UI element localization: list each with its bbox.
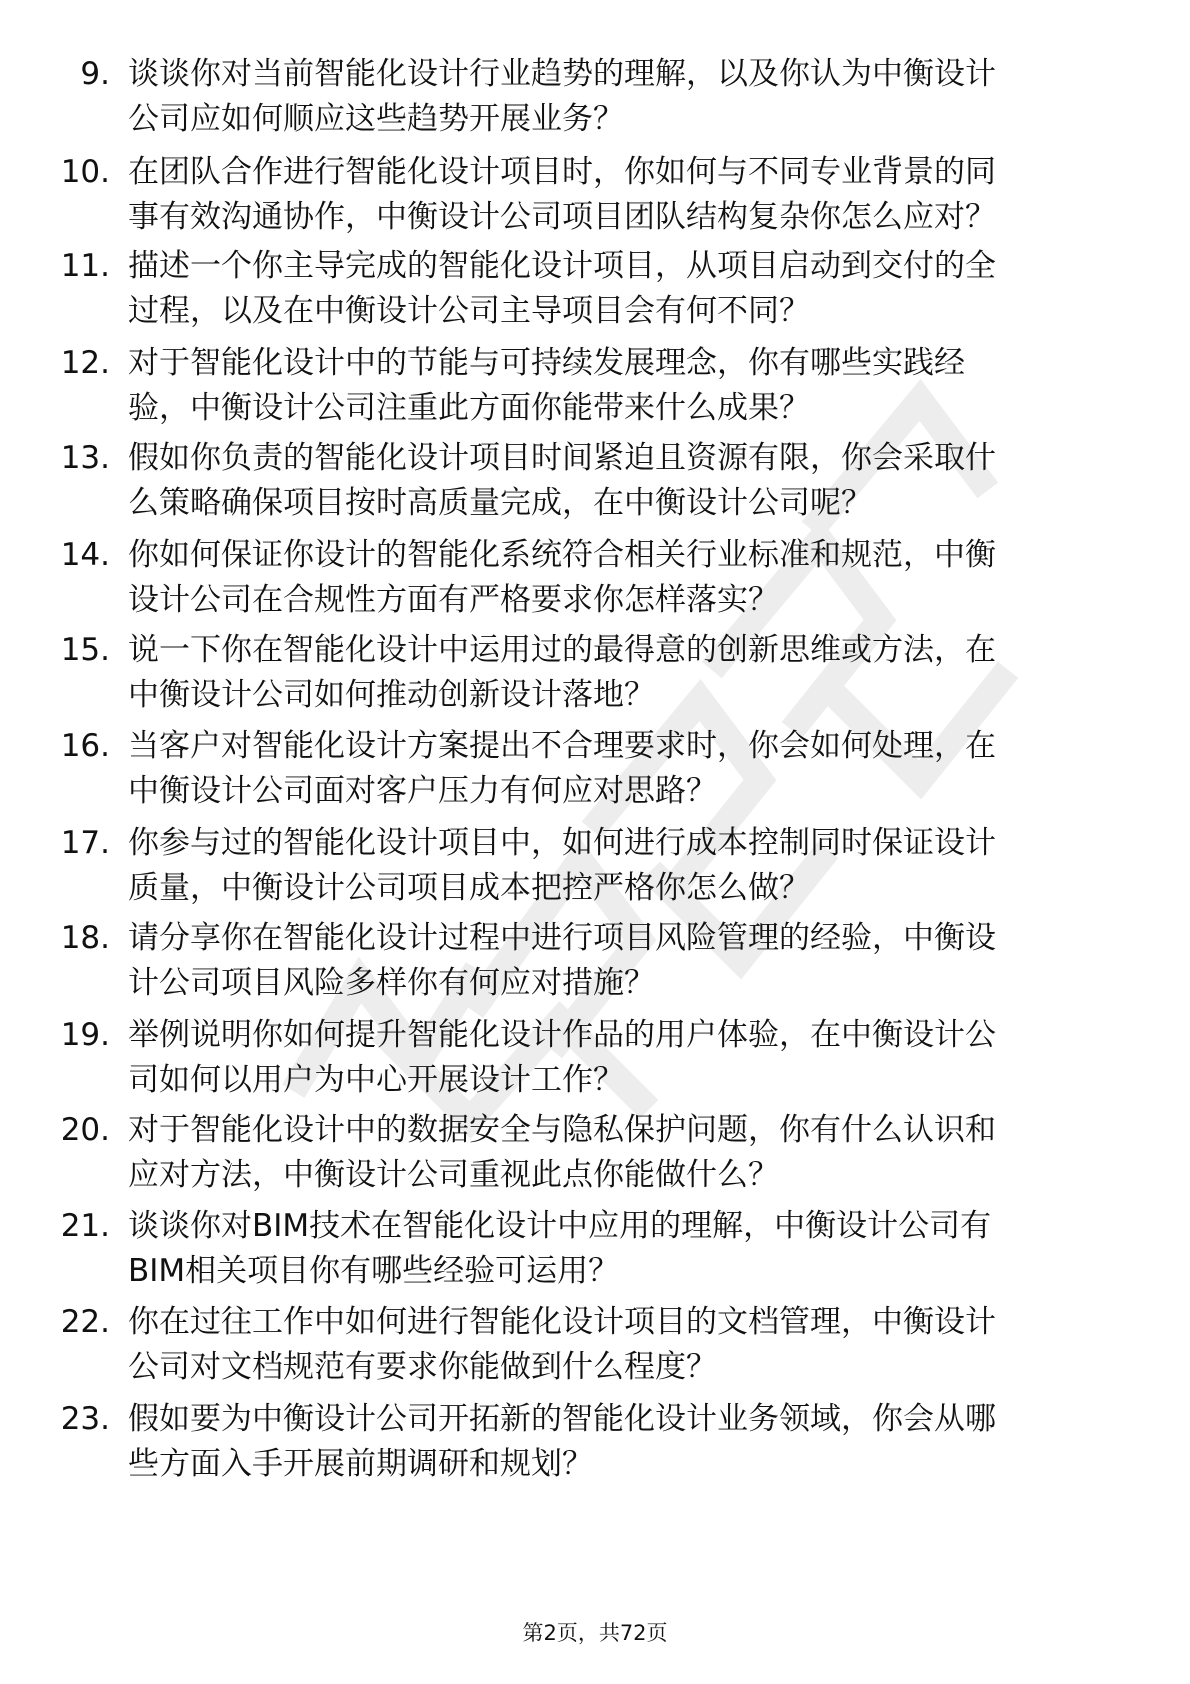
- question-number: 13.: [60, 440, 110, 476]
- question-number: 15.: [60, 632, 110, 668]
- question-number: 10.: [60, 154, 110, 190]
- question-text: [128, 628, 1128, 718]
- question-text-line: BIM相关项目你有哪些经验可运用？: [128, 1253, 620, 1289]
- question-text: [128, 1300, 1128, 1390]
- question-text-line: 你如何保证你设计的智能化系统符合相关行业标准和规范，中衡: [128, 537, 996, 573]
- question-text-line: 描述一个你主导完成的智能化设计项目，从项目启动到交付的全: [128, 248, 996, 284]
- question-text-line: 质量，中衡设计公司项目成本把控严格你怎么做？: [128, 870, 810, 906]
- question-text: [128, 52, 1128, 142]
- question-text-line: 说一下你在智能化设计中运用过的最得意的创新思维或方法，在: [128, 632, 996, 668]
- question-number: 21.: [60, 1208, 110, 1244]
- question-number: 9.: [80, 56, 110, 92]
- question-text: [128, 150, 1128, 240]
- question-text: [128, 724, 1128, 814]
- question-number: 18.: [60, 920, 110, 956]
- question-text: [128, 1397, 1128, 1487]
- question-text-line: 司如何以用户为中心开展设计工作？: [128, 1062, 624, 1098]
- question-text-line: 对于智能化设计中的节能与可持续发展理念，你有哪些实践经: [128, 345, 965, 381]
- question-text-line: 你在过往工作中如何进行智能化设计项目的文档管理，中衡设计: [128, 1304, 996, 1340]
- question-text-line: 过程，以及在中衡设计公司主导项目会有何不同？: [128, 293, 810, 329]
- question-text: [128, 533, 1128, 623]
- question-text-line: 些方面入手开展前期调研和规划？: [128, 1446, 593, 1482]
- question-text-line: 公司应如何顺应这些趋势开展业务？: [128, 101, 624, 137]
- question-text: [128, 821, 1128, 911]
- question-number: 11.: [60, 248, 110, 284]
- question-text-line: 假如你负责的智能化设计项目时间紧迫且资源有限，你会采取什: [128, 440, 996, 476]
- question-text-line: 谈谈你对当前智能化设计行业趋势的理解，以及你认为中衡设计: [128, 56, 996, 92]
- question-number: 22.: [60, 1304, 110, 1340]
- question-text: [128, 1013, 1128, 1103]
- question-text-line: 当客户对智能化设计方案提出不合理要求时，你会如何处理，在: [128, 728, 996, 764]
- question-text-line: 假如要为中衡设计公司开拓新的智能化设计业务领域，你会从哪: [128, 1401, 996, 1437]
- question-text-line: 设计公司在合规性方面有严格要求你怎样落实？: [128, 582, 779, 618]
- page-footer: 第2页，共72页: [522, 1621, 668, 1645]
- question-number: 12.: [60, 345, 110, 381]
- question-text: [128, 1204, 1128, 1294]
- question-text-line: 公司对文档规范有要求你能做到什么程度？: [128, 1349, 717, 1385]
- question-text-line: 举例说明你如何提升智能化设计作品的用户体验，在中衡设计公: [128, 1017, 996, 1053]
- question-number: 19.: [60, 1017, 110, 1053]
- question-number: 14.: [60, 537, 110, 573]
- question-text: [128, 916, 1128, 1006]
- question-text-line: 你参与过的智能化设计项目中，如何进行成本控制同时保证设计: [128, 825, 996, 861]
- question-text: [128, 436, 1128, 526]
- question-text-line: 在团队合作进行智能化设计项目时，你如何与不同专业背景的同: [128, 154, 996, 190]
- question-text-line: 计公司项目风险多样你有何应对措施？: [128, 965, 655, 1001]
- question-number: 16.: [60, 728, 110, 764]
- question-number: 17.: [60, 825, 110, 861]
- question-text-line: 请分享你在智能化设计过程中进行项目风险管理的经验，中衡设: [128, 920, 996, 956]
- question-text: [128, 341, 1128, 431]
- question-text-line: 中衡设计公司面对客户压力有何应对思路？: [128, 773, 717, 809]
- question-text-line: 谈谈你对BIM技术在智能化设计中应用的理解，中衡设计公司有: [128, 1208, 992, 1244]
- question-number: 23.: [60, 1401, 110, 1437]
- question-number: 20.: [60, 1112, 110, 1148]
- question-text: [128, 244, 1128, 334]
- question-text-line: 对于智能化设计中的数据安全与隐私保护问题，你有什么认识和: [128, 1112, 996, 1148]
- question-text-line: 应对方法，中衡设计公司重视此点你能做什么？: [128, 1157, 779, 1193]
- question-text-line: 事有效沟通协作，中衡设计公司项目团队结构复杂你怎么应对？: [128, 199, 996, 235]
- question-text-line: 中衡设计公司如何推动创新设计落地？: [128, 677, 655, 713]
- question-text-line: 验，中衡设计公司注重此方面你能带来什么成果？: [128, 390, 810, 426]
- question-text-line: 么策略确保项目按时高质量完成，在中衡设计公司呢？: [128, 485, 872, 521]
- question-text: [128, 1108, 1128, 1198]
